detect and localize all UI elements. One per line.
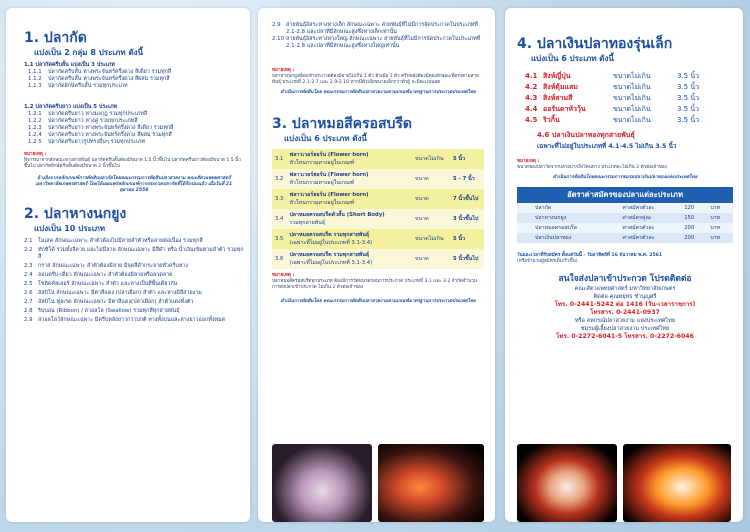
item-text: โซลิดคัลเลอร์ ลักษณะเฉพาะ ลำตัว และหางเป็นสีพื้นเดียวกัน: [38, 281, 178, 287]
row-number: 4.3: [525, 94, 538, 102]
fee-row: [517, 233, 733, 243]
row-value: 5 นิ้ว: [450, 149, 484, 169]
row-name-cell: [286, 249, 412, 269]
row-desc: หัวโหนกรวมหางอยู่ในเกณฑ์: [289, 180, 355, 186]
row-size: ขนาด: [412, 189, 450, 209]
guppy-list: [24, 238, 244, 324]
list-item: [24, 272, 244, 279]
fax-number: โทรสาร. 0-2441-0937: [590, 309, 660, 316]
row-number: 3.3: [272, 189, 286, 209]
item-number: 2.10: [272, 36, 285, 42]
item-number: 1.1.1: [28, 69, 42, 75]
item-number: 1.1.2: [28, 76, 42, 82]
row-name: ฟลาวเวอร์ฮอร์น (Flower horn): [289, 152, 369, 158]
item-text: กราส ลักษณะเฉพาะ ลำตัวต้องมีลาย มีจุดสีดำกระจายทั่วครีบหาง: [38, 263, 189, 269]
row-value: 3 นิ้วขึ้นไป: [450, 209, 484, 229]
list-item: [24, 263, 244, 270]
list-item: [28, 111, 244, 118]
fee-name: ปลาหมอครอสบรีด: [517, 223, 619, 233]
item-number: 2.7: [24, 299, 33, 305]
list-item: [28, 118, 244, 125]
contact-title: สนใจส่งปลาเข้าประกวด โปรดติดต่อ: [558, 274, 692, 284]
row-name: ริวกิ้น: [543, 116, 560, 124]
item-text: ปลากัดครีบยาวรูปทรงอื่นๆ รวมทุกประเภท: [48, 139, 146, 145]
item-text: ปลากัดยักษ์ครีบสั้น รวมทุกประเภท: [48, 83, 128, 89]
row-desc: รวมทุกสายพันธุ์: [289, 220, 326, 226]
goldfish-photo-1: [517, 444, 617, 522]
contact-line: ชมรมผู้เลี้ยงปลาสวยงาม ประเทศไทย: [580, 326, 670, 332]
guppy-fish-photo: [378, 444, 484, 522]
list-item: [24, 317, 244, 324]
group-heading: 1.1 ปลากัดครีบสั้น แบ่งเป็น 3 ประเภท: [24, 62, 115, 68]
row-name: ปลาหมอครอสบรีด รวมทุกสายพันธุ์: [289, 232, 370, 238]
row-name: ฟลาวเวอร์ฮอร์น (Flower horn): [289, 172, 369, 178]
fee-row: [517, 203, 733, 213]
reference-text: อ้างอิงจากหลักเกณฑ์การตัดสินปลากัดโดยคณะกรรมการตัดสินปลาสวยงาม คณะสัตวแพทยศาสตร์ มหาวิทยาลัยเกษตรศาสตร์ โดยได้เผยแพร่หลักเกณฑ์การประกวดปลากัดที่ได้รับรองแล้ว เมื่อวันที่ 21 ตุลาคม 2558: [35, 176, 233, 193]
item-number: 1.2.4: [28, 132, 42, 138]
table-row: [272, 169, 484, 189]
list-item: [28, 132, 244, 139]
item-number: 2.8: [24, 308, 33, 314]
row-size: ขนาด: [412, 249, 450, 269]
flowerhorn-table: [272, 149, 484, 269]
list-item: [28, 139, 244, 146]
goldfish-row-6: 4.6 ปลาเงินปลาทองทุกสายพันธุ์: [537, 131, 635, 139]
note-label: หมายเหตุ :: [272, 273, 295, 278]
note-text: ขนาดของปลาวัดจากปลายปากถึงโคนหาง ประเภทละไม่เกิน 2 ตัวต่อเจ้าของ: [517, 165, 667, 170]
row-value: 3.5 นิ้ว: [677, 83, 700, 91]
note-text: ปลาหางนกยูงที่ส่งเข้าประกวดต้องมีอายุไม่เกิน 1 ตัว ตัวเมีย 1 ตัว ครีบหลังต้องมีคุณลักษณะที่ตรงตามสายพันธุ์ ประเภทที่ 2.1-2.7 และ 2.9-2.10 หากมีตัวเมียขนาดเล็กกว่าตัวผู้ จะมีคะแนนลด: [272, 74, 479, 85]
deadline-text: วันและเวลาที่รับสมัคร ตั้งแต่วันนี้ - วันอาทิตย์ที่ 16 ธันวาคม พ.ศ. 2561: [517, 253, 663, 258]
item-number: 1.2.5: [28, 139, 42, 145]
fee-name: ปลาหางนกยูง: [517, 213, 619, 223]
guppy-list-cont: [272, 22, 484, 50]
fee-row: [517, 223, 733, 233]
row-size: ขนาดไม่เกิน: [412, 229, 450, 249]
row-name: สิงห์ตุ้มแสม: [543, 83, 578, 91]
fee-label: ค่าสมัครตัวละ: [619, 203, 681, 213]
item-text: ปลากัดครีบสั้น หางพระจันทร์ครึ่งดวง สีเดียว รวมทุกสี: [48, 69, 172, 75]
row-number: 4.5: [525, 116, 538, 124]
goldfish-list: [525, 71, 733, 126]
table-row: [272, 249, 484, 269]
row-desc: (เฉพาะที่ไม่อยู่ในประเภทที่ 3.1-3.4): [289, 240, 373, 246]
section-title-betta: 1. ปลากัด: [24, 30, 87, 46]
goldfish-row: [525, 115, 733, 126]
row-name: ปลาหมอครอสบรีดตัวสั้น (Short Body): [289, 212, 385, 218]
item-number: 2.4: [24, 272, 33, 278]
row-number: 3.1: [272, 149, 286, 169]
item-number: 1.2.1: [28, 111, 42, 117]
goldfish-row-6-desc: เฉพาะที่ไม่อยู่ในประเภทที่ 4.1-4.5 ไม่เกิน 3.5 นิ้ว: [537, 143, 677, 150]
goldfish-photo-2: [623, 444, 731, 522]
row-number: 4.1: [525, 72, 538, 80]
item-number: 2.1: [24, 238, 33, 244]
row-number: 4.2: [525, 83, 538, 91]
item-number: 2.9: [24, 317, 33, 323]
row-number: 3.5: [272, 229, 286, 249]
list-item: [24, 290, 244, 297]
group-list: [28, 69, 244, 90]
table-row: [272, 189, 484, 209]
row-size: ขนาด: [412, 209, 450, 229]
row-name: ปลาหมอครอสบรีด รวมทุกสายพันธุ์: [289, 252, 370, 258]
row-size: ขนาด: [412, 169, 450, 189]
row-name-cell: [286, 149, 412, 169]
goldfish-row: [525, 93, 733, 104]
section-subtitle-betta: แบ่งเป็น 2 กลุ่ม 8 ประเภท ดังนี้: [34, 48, 144, 57]
row-desc: หัวโหนกรวมหางอยู่ในเกณฑ์: [289, 160, 355, 166]
item-text: ปลากัดครีบยาว หางพระจันทร์ครึ่งดวง สีเดียว รวมทุกสี: [48, 125, 174, 131]
contact-line: ติดต่อ คุณทยุทธ ชำนุญศรี: [593, 294, 657, 300]
note-text: พิจารณาจากลักษณะทางสายพันธุ์ ปลากัดครีบสั้นต้องมีขนาด 1.5 นิ้วขึ้นไป ปลากัดครีบยาวต้องมีขนาด 1.5 นิ้วขึ้นไป ปลากัดยักษ์ครีบสั้นต้องมีขนาด 2 นิ้วขึ้นไป: [24, 158, 241, 169]
row-value: 7 นิ้วขึ้นไป: [450, 189, 484, 209]
section-title-guppy: 2. ปลาหางนกยูง: [24, 206, 127, 222]
table-row: [272, 209, 484, 229]
item-text: สวอลโลว์ลักษณะเฉพาะ มีครีบหลังยาวกว่าปกติ หางทั้งบนและล่างยาวออกทั้งหมด: [38, 317, 226, 323]
row-name-cell: [286, 189, 412, 209]
list-item: [272, 36, 484, 50]
fee-value: 200: [681, 223, 707, 233]
list-item: [24, 299, 244, 306]
section-title-goldfish: 4. ปลาเงินปลาทองรุ่นเล็ก: [517, 36, 673, 52]
section-title-flowerhorn: 3. ปลาหมอสีครอสบรีด: [272, 116, 413, 132]
list-item: [24, 308, 244, 315]
row-desc: (เฉพาะที่ไม่อยู่ในประเภทที่ 3.1-3.4): [289, 260, 373, 266]
item-text: ปลากัดครีบยาว หางมงกุฎ รวมทุกประเภทสี: [48, 111, 148, 117]
item-text: ทักซิโด้ รวมทั้งลีลาย และไม่มีลาย ลักษณะเฉพาะ มีสีดำ หรือ น้ำเงินเข้มตามลำตัว รวมทุกสี: [38, 247, 244, 260]
fee-name: ปลากัด: [517, 203, 619, 213]
row-size: ขนาดไม่เกิน: [613, 83, 651, 91]
contact-line: หรือ สหกรณ์ปลาสวยงาม แห่งประเทศไทย: [574, 318, 676, 324]
goldfish-row: [525, 104, 733, 115]
row-value: 5 นิ้ว: [450, 229, 484, 249]
row-name: ฟลาวเวอร์ฮอร์น (Flower horn): [289, 192, 369, 198]
contact-line: คณะสัตวแพทยศาสตร์ มหาวิทยาลัยเกษตร: [574, 286, 676, 292]
item-number: 2.9: [272, 22, 281, 28]
group-list: [28, 111, 244, 146]
row-number: 4.4: [525, 105, 538, 113]
table-row: [272, 229, 484, 249]
note-text: ปลาหมอสีครอสบรีดทุกประเภท ต้องมีการวัดขนาดก่อนการประกวด ประเภทที่ 3.1 และ 3.2 จำกัดจำนวนการส่งปลาเข้าประกวด ไม่เกิน 2 ตัวต่อเจ้าของ: [272, 279, 477, 290]
fee-name: ปลาเงินปลาทอง: [517, 233, 619, 243]
item-number: 2.5: [24, 281, 33, 287]
fee-table: [517, 203, 733, 243]
fee-row: [517, 213, 733, 223]
item-text: อัลบิโน่ ฟูลเรด ลักษณะเฉพาะ มีตาสีแดง(ปลาเผือก) ลำตัวแดงทั้งตัว: [38, 299, 194, 305]
list-item: [24, 238, 244, 245]
row-number: 3.6: [272, 249, 286, 269]
item-text: ปลากัดครีบสั้น หางพระจันทร์ครึ่งดวง สีผสม รวมทุกสี: [48, 76, 170, 82]
row-value: 5 - 7 นิ้ว: [450, 169, 484, 189]
item-number: 2.3: [24, 263, 33, 269]
row-number: 3.2: [272, 169, 286, 189]
item-text: ปลากัดครีบยาว หางพระจันทร์ครึ่งดวง สีผสม รวมทุกสี: [48, 132, 172, 138]
row-size: ขนาดไม่เกิน: [613, 105, 651, 113]
item-number: 2.6: [24, 290, 33, 296]
list-item: [28, 125, 244, 132]
list-item: [28, 69, 244, 76]
row-value: 3.5 นิ้ว: [677, 116, 700, 124]
row-size: ขนาดไม่เกิน: [613, 116, 651, 124]
row-name-cell: [286, 229, 412, 249]
list-item: [28, 76, 244, 83]
fee-unit: บาท: [707, 223, 733, 233]
phone-link[interactable]: โทร. 0-2441-5242 ต่อ 1416 (วัน-เวลาราชการ): [554, 301, 696, 308]
group-heading: 1.2 ปลากัดครีบยาว แบ่งเป็น 5 ประเภท: [24, 104, 118, 110]
row-value: 3.5 นิ้ว: [677, 105, 700, 113]
list-item: [272, 22, 484, 36]
fee-label: ค่าสมัครคู่ละ: [619, 213, 681, 223]
row-number: 3.4: [272, 209, 286, 229]
row-size: ขนาดไม่เกิน: [613, 72, 651, 80]
row-size: ขนาดไม่เกิน: [412, 149, 450, 169]
row-name: สิงห์สามสี: [543, 94, 573, 102]
row-value: 3.5 นิ้ว: [677, 94, 700, 102]
item-text: สายพันธุ์อิสระทางหางใหญ่ ลักษณะเฉพาะ สายพันธุ์ที่ไม่มีการจัดประกวดในประเภทที่ 2.1-2.8 และปลาที่มีลักษณะสูงซึ่งหางใหญ่เท่านั้น: [286, 36, 481, 49]
row-name-cell: [286, 169, 412, 189]
goldfish-row: [525, 71, 733, 82]
fee-label: ค่าสมัครตัวละ: [619, 233, 681, 243]
deadline-note: (หรือจำนวนผู้สมัครเต็มเร็วขึ้น): [517, 259, 578, 264]
table-row: [272, 149, 484, 169]
item-number: 1.2.3: [28, 125, 42, 131]
panel-guppy-flowerhorn: [258, 8, 495, 522]
row-desc: หัวโหนกรวมหางอยู่ในเกณฑ์: [289, 200, 355, 206]
fee-unit: บาท: [707, 213, 733, 223]
row-size: ขนาดไม่เกิน: [613, 94, 651, 102]
item-text: สายพันธุ์อิสระทางหางเล็ก ลักษณะเฉพาะ สายพันธุ์ที่ไม่มีการจัดประกวดในประเภทที่ 2.1-2.8 และปลาที่มีลักษณะสูงซึ่งหางเล็กเท่านั้น: [286, 22, 478, 35]
note-label: หมายเหตุ :: [517, 159, 540, 164]
section-subtitle-goldfish: แบ่งเป็น 6 ประเภท ดังนี้: [531, 54, 614, 63]
fee-title: อัตราค่าสมัครของปลาแต่ละประเภท: [517, 187, 733, 203]
item-text: อัลบิโน่ ลักษณะเฉพาะ มีตาสีแดง (ปลาเผือก) ลำตัว และหางมีสีสวยงาม: [38, 290, 202, 296]
panel-betta-guppy: [6, 8, 250, 522]
row-value: 5 นิ้วขึ้นไป: [450, 249, 484, 269]
item-number: 2.2: [24, 247, 33, 253]
fee-unit: บาท: [707, 233, 733, 243]
row-name: ออรันดาหัววุ้น: [543, 105, 586, 113]
note-label: หมายเหตุ :: [272, 68, 295, 73]
list-item: [24, 247, 244, 261]
fee-value: 150: [681, 213, 707, 223]
item-text: ริบบอน (Ribbon) / สวอลโล (Swallow) รวมทุกสีทุกสายพันธุ์: [38, 308, 180, 314]
section-subtitle-flowerhorn: แบ่งเป็น 6 ประเภท ดังนี้: [284, 134, 367, 143]
row-name-cell: [286, 209, 412, 229]
fee-value: 200: [681, 233, 707, 243]
list-item: [24, 281, 244, 288]
phone-link[interactable]: โทร. 0-2272-6041-5 โทรสาร. 0-2272-6046: [556, 333, 694, 340]
item-text: ลอนครีบ-เดี่ยว ลักษณะเฉพาะ ลำตัวต้องมีลายหรือลวดลาย: [38, 272, 173, 278]
note-label: หมายเหตุ :: [24, 152, 47, 157]
item-text: ปลากัดครีบยาว หางคู่ รวมทุกประเภทสี: [48, 118, 138, 124]
row-value: 3.5 นิ้ว: [677, 72, 700, 80]
fee-value: 120: [681, 203, 707, 213]
fee-label: ค่าสมัครตัวละ: [619, 223, 681, 233]
panel-goldfish: [505, 8, 743, 522]
item-text: โมเสค ลักษณะเฉพาะ ลำตัวต้องไม่มีลายลำตัวหรือลายต่อเนื่อง รวมทุกสี: [38, 238, 203, 244]
item-number: 1.1.3: [28, 83, 42, 89]
fee-unit: บาท: [707, 203, 733, 213]
section-subtitle-guppy: แบ่งเป็น 10 ประเภท: [34, 224, 106, 233]
reference-text: ดำเนินการตัดสินโดย คณะกรรมการตัดสินปลาสวยงามตามเกณฑ์มาตรฐานการประกวดประเทศไทย: [280, 299, 476, 304]
item-number: 1.2.2: [28, 118, 42, 124]
goldfish-row: [525, 82, 733, 93]
betta-fish-photo: [272, 444, 372, 522]
reference-text: ดำเนินการตัดสินโดยคณะกรรมการชมรมปลาเงินปลาทองแห่งประเทศไทย: [552, 175, 698, 180]
list-item: [28, 83, 244, 90]
reference-text: ดำเนินการตัดสินโดย คณะกรรมการตัดสินปลาสวยงามตามเกณฑ์มาตรฐานการประกวดประเทศไทย: [280, 90, 476, 95]
row-name: สิงห์ญี่ปุ่น: [543, 72, 571, 80]
